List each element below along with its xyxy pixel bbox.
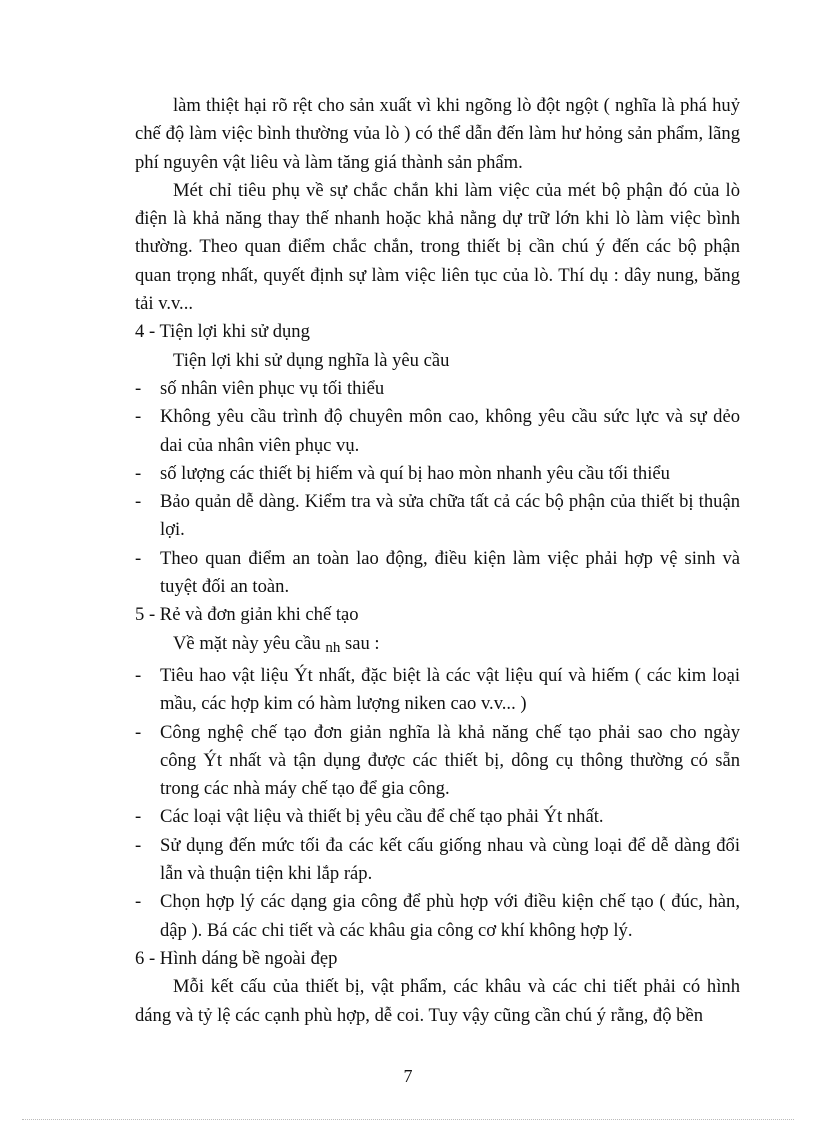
bullet-dash: - [135, 806, 142, 828]
section-heading-convenience: 4 - Tiện lợi khi sử dụng [135, 321, 310, 343]
list-item [135, 488, 740, 545]
list-item-text: Bảo quản dễ dàng. Kiểm tra và sửa chữa tất cả các bộ phận của thiết bị thuận lợi. [160, 491, 740, 541]
bullet-dash: - [135, 491, 142, 513]
list-item [135, 375, 740, 403]
list-item [135, 832, 740, 889]
list-item-text: Tiêu hao vật liệu Ýt nhất, đặc biệt là các vật liệu quí và hiếm ( các kim loại mầu, các hợp kim có hàm lượng niken cao v.v... ) [160, 664, 740, 715]
list-item [135, 403, 740, 460]
bullet-dash: - [135, 664, 142, 686]
bullet-dash: - [135, 377, 142, 399]
intro-text-subscript: nh [325, 639, 341, 656]
intro-text-end: sau : [340, 632, 380, 654]
list-item [135, 888, 740, 945]
list-item-text: số lượng các thiết bị hiếm và quí bị hao mòn nhanh yêu cầu tối thiểu [160, 462, 670, 484]
section-intro-cheap-simple [135, 630, 740, 662]
bullet-dash: - [135, 406, 142, 428]
paragraph-reliability: Mét chỉ tiêu phụ về sự chắc chắn khi làm việc của mét bộ phận đó của lò điện là khả năng thay thế nhanh hoặc khả nằng dự trữ lớn khi lò làm việc bình thường. Theo quan điểm chắc chắn, trong thiết bị cần chú ý đến các bộ phận quan trọng nhất, quyết định sự làm việc liên tục của lò. Thí dụ : dây nung, băng tải v.v... [135, 179, 740, 315]
bullet-dash: - [135, 547, 142, 569]
section-heading-appearance: 6 - Hình dáng bề ngoài đẹp [135, 947, 338, 969]
bullet-dash: - [135, 721, 142, 743]
bullet-dash: - [135, 462, 142, 484]
paragraph-appearance: Mỗi kết cấu của thiết bị, vật phẩm, các khâu và các chi tiết phải có hình dáng và tỷ lệ các cạnh phù hợp, dễ coi. Tuy vậy cũng cần chú ý rằng, độ bền [135, 976, 740, 1026]
list-item [135, 662, 740, 719]
page-body [135, 92, 740, 1030]
list-item [135, 719, 740, 804]
list-item [135, 545, 740, 602]
list-item-text: số nhân viên phục vụ tối thiểu [160, 377, 385, 399]
section-heading-cheap-simple: 5 - Rẻ và đơn giản khi chế tạo [135, 604, 359, 626]
list-item [135, 460, 740, 488]
bullet-dash: - [135, 891, 142, 913]
section-intro-convenience: Tiện lợi khi sử dụng nghĩa là yêu cầu [173, 349, 450, 371]
intro-text-start: Về mặt này yêu cầu [173, 632, 326, 654]
footer-divider [22, 1119, 794, 1120]
bullet-dash: - [135, 834, 142, 856]
list-item-text: Theo quan điểm an toàn lao động, điều kiện làm việc phải hợp vệ sinh và tuyệt đối an toàn. [160, 547, 740, 598]
list-item-text: Không yêu cầu trình độ chuyên môn cao, không yêu cầu sức lực và sự dẻo dai của nhân viên phục vụ. [160, 406, 740, 456]
list-item [135, 803, 740, 831]
list-item-text: Công nghệ chế tạo đơn giản nghĩa là khả năng chế tạo phải sao cho ngày công Ýt nhất và tận dụng được các thiết bị, dông cụ thông thường có sẵn trong các nhà máy chế tạo để gia công. [160, 721, 740, 800]
paragraph-damage: làm thiệt hại rõ rệt cho sản xuất vì khi ngõng lò đột ngột ( nghĩa là phá huỷ chế độ làm việc bình thường vủa lò ) có thể dẫn đến làm hư hỏng sản phẩm, lãng phí nguyên vật liêu và làm tăng giá thành sản phẩm. [135, 95, 740, 173]
list-item-text: Sử dụng đến mức tối đa các kết cấu giống nhau và cùng loại để dễ dàng đổi lẫn và thuận tiện khi lắp ráp. [160, 834, 740, 885]
page-number: 7 [403, 1066, 413, 1086]
list-item-text: Chọn hợp lý các dạng gia công để phù hợp với điều kiện chế tạo ( đúc, hàn, dập ). Bá các chi tiết và các khâu gia công cơ khí không hợp lý. [160, 891, 740, 941]
list-item-text: Các loại vật liệu và thiết bị yêu cầu để chế tạo phải Ýt nhất. [160, 806, 604, 828]
